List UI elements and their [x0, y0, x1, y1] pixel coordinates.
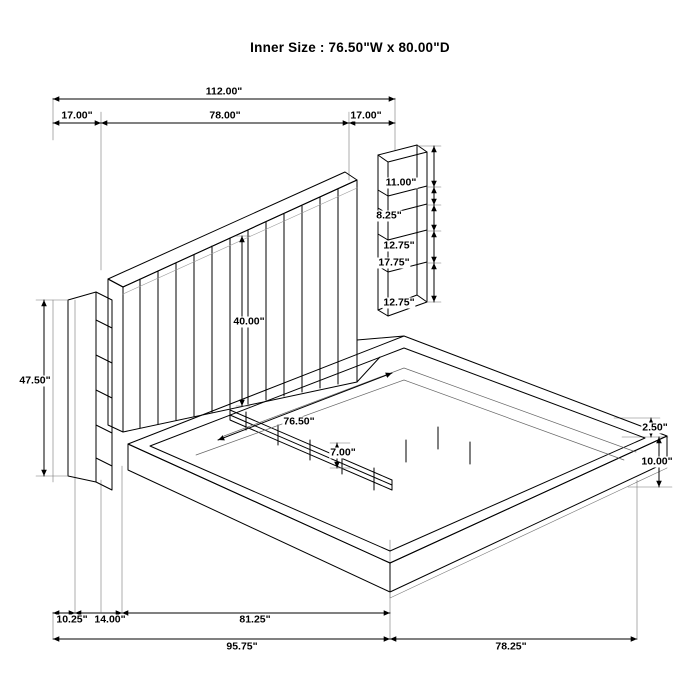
dim-shelf-top-height: 11.00": [385, 176, 417, 189]
dim-right-panel-width: 17.00": [350, 109, 382, 122]
dim-total-depth-right: 78.25": [495, 640, 527, 653]
page-title: Inner Size : 76.50"W x 80.00"D: [250, 40, 450, 55]
dim-side-panel-depth: 14.00": [94, 613, 126, 626]
dim-total-depth-left: 95.75": [226, 640, 258, 653]
dim-shelf-gap: 8.25": [376, 209, 402, 222]
dim-deck-height: 10.00": [641, 455, 673, 468]
dim-headboard-width: 78.00": [209, 109, 241, 122]
dim-shelf-mid-height: 12.75": [383, 239, 415, 252]
dim-foot-offset: 10.25": [56, 613, 88, 626]
dim-overall-width: 112.00": [205, 85, 243, 98]
dim-shelf-low-height: 12.75": [383, 296, 415, 309]
dim-slat-height: 7.00": [330, 446, 356, 459]
dim-left-panel-width: 17.00": [61, 109, 93, 122]
dim-bed-depth: 81.25": [239, 613, 271, 626]
dim-overall-height: 47.50": [19, 374, 51, 387]
dim-inner-width: 76.50": [283, 415, 315, 428]
dim-shelf-total-height: 17.75": [378, 256, 410, 269]
dim-headboard-height: 40.00": [233, 315, 265, 328]
dim-rail-thickness: 2.50": [642, 421, 668, 434]
